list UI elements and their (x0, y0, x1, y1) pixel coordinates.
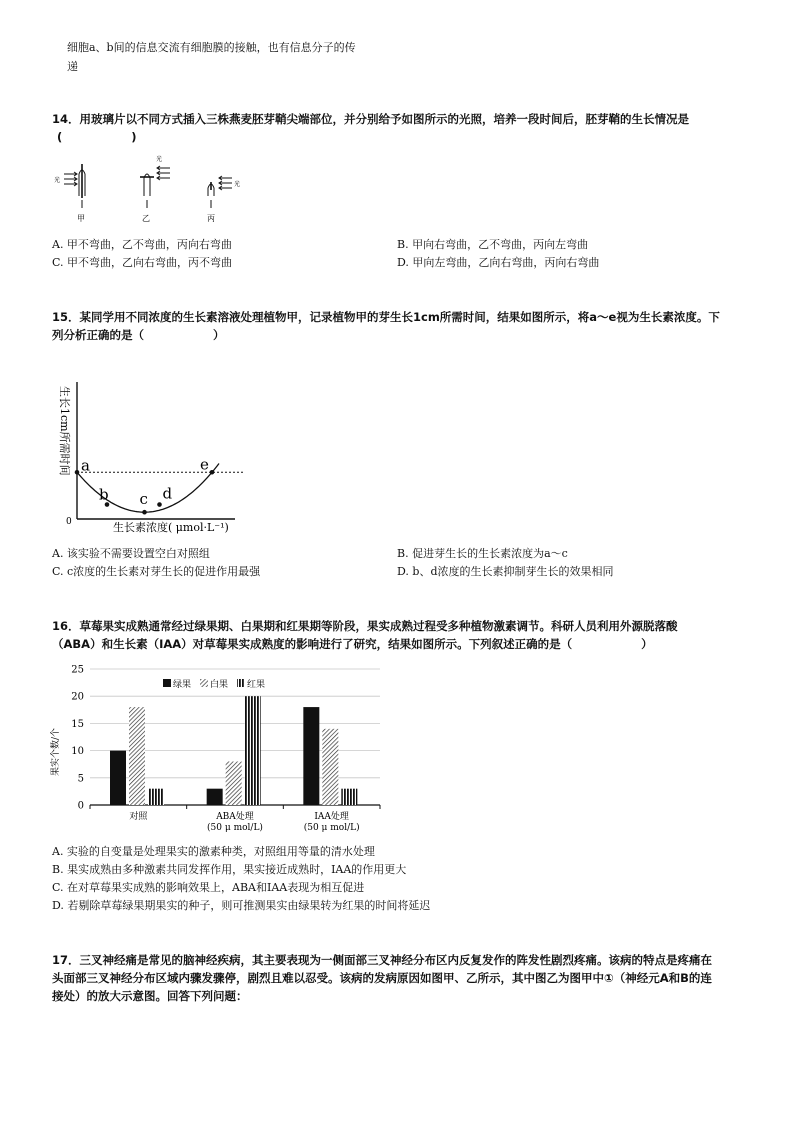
q16-x-label: (50 μ mol/L) (303, 823, 360, 833)
q15-option-a[interactable]: A. 该实验不需要设置空白对照组 (52, 547, 210, 560)
q16-bar-白果-2 (322, 729, 338, 805)
q14-option-c[interactable]: C. 甲不弯曲，乙向右弯曲，丙不弯曲 (52, 256, 233, 269)
q17-line2: 头面部三叉神经分布区域内骤发骤停，剧烈且难以忍受。该病的发病原因如图甲、乙所示，其中图乙为图甲中①（神经元A和B的连 (52, 971, 712, 985)
q15-point-label-d: d (162, 484, 173, 503)
q16-y-tick: 15 (71, 718, 84, 730)
q16-bar-白果-1 (226, 761, 242, 805)
q16-x-label: (50 μ mol/L) (207, 823, 263, 833)
q15-point-e (210, 470, 215, 475)
q16-legend-label-2: 红果 (247, 680, 266, 690)
q15-option-d[interactable]: D. b、d浓度的生长素抑制芽生长的效果相同 (397, 565, 614, 578)
light-label-yi: 光 (156, 156, 163, 163)
q16-y-tick: 10 (71, 746, 84, 758)
continued-text-line1: 细胞a、b间的信息交流有细胞膜的接触，也有信息分子的传 (67, 41, 356, 54)
q15-stem-line1: 15．某同学用不同浓度的生长素溶液处理植物甲，记录植物甲的芽生长1cm所需时间，结果如图所示，将a～e视为生长素浓度。下 (52, 310, 720, 324)
q16-option-c[interactable]: C. 在对草莓果实成熟的影响效果上，ABA和IAA表现为相互促进 (52, 881, 365, 894)
coleoptile-yi (140, 166, 170, 208)
q16-bar-白果-0 (129, 707, 145, 805)
q16-bar-绿果-0 (110, 751, 126, 805)
q15-origin-label: 0 (66, 517, 72, 527)
light-label-bing: 光 (234, 181, 241, 188)
continued-text-line2: 递 (67, 60, 78, 73)
q17-line1: 17．三叉神经痛是常见的脑神经疾病，其主要表现为一侧面部三叉神经分布区内反复发作的阵发性剧烈疼痛。该病的特点是疼痛在 (52, 953, 712, 967)
q14-coleoptile-figure (50, 150, 250, 228)
q14-option-d[interactable]: D. 甲向左弯曲，乙向右弯曲，丙向右弯曲 (397, 256, 600, 269)
q15-point-label-b: b (99, 485, 109, 504)
q16-option-a[interactable]: A. 实验的自变量是处理果实的激素种类，对照组用等量的清水处理 (52, 845, 375, 858)
q16-legend-swatch-0 (163, 679, 171, 687)
q16-chart (50, 660, 390, 838)
coleoptile-jia (64, 164, 85, 208)
q16-y-axis-label: 果实个数/个 (51, 727, 61, 777)
q16-option-b[interactable]: B. 果实成熟由多种激素共同发挥作用，果实接近成熟时，IAA的作用更大 (52, 863, 407, 876)
q16-stem-line2: （ABA）和生长素（IAA）对草莓果实成熟度的影响进行了研究，结果如图所示。下列叙述正确的是（ ） (52, 637, 653, 651)
q16-x-label: IAA处理 (314, 812, 349, 822)
q15-y-axis-label: 生长1cm所需时间 (58, 386, 71, 476)
q16-bar-红果-1 (245, 696, 261, 805)
q16-legend-swatch-1 (200, 679, 208, 687)
q16-legend-label-1: 白果 (210, 680, 229, 690)
q17-line3: 接处）的放大示意图。回答下列问题： (52, 989, 248, 1003)
q14-stem: 14．用玻璃片以不同方式插入三株燕麦胚芽鞘尖端部位，并分别给予如图所示的光照，培养一段时间后，胚芽鞘的生长情况是 (52, 112, 689, 126)
q16-legend-swatch-2 (237, 679, 245, 687)
q15-stem-line2: 列分析正确的是（ ） (52, 328, 225, 342)
q16-x-label: ABA处理 (216, 812, 254, 822)
q16-bar-红果-2 (341, 789, 357, 805)
q16-stem-line1: 16．草莓果实成熟通常经过绿果期、白果期和红果期等阶段，果实成熟过程受多种植物激素调节。科研人员利用外源脱落酸 (52, 619, 678, 633)
q15-point-c (142, 510, 147, 515)
q16-bar-绿果-2 (303, 707, 319, 805)
light-label-jia: 光 (54, 177, 61, 184)
q15-point-label-c: c (139, 490, 148, 509)
q16-option-d[interactable]: D. 若剔除草莓绿果期果实的种子，则可推测果实由绿果转为红果的时间将延迟 (52, 899, 431, 912)
q15-x-axis-label: 生长素浓度( μmol·L⁻¹) (113, 521, 229, 534)
label-yi: 乙 (142, 214, 150, 223)
q16-y-tick: 5 (77, 773, 84, 785)
q16-y-tick: 20 (71, 691, 84, 703)
q16-y-tick: 0 (77, 800, 84, 812)
q16-bar-红果-0 (148, 789, 164, 805)
q15-option-b[interactable]: B. 促进芽生长的生长素浓度为a～c (397, 547, 568, 560)
q14-answer-paren: ( ) (57, 130, 137, 144)
q16-bar-绿果-1 (207, 789, 223, 805)
q16-x-label: 对照 (129, 812, 148, 822)
q15-point-a (75, 470, 80, 475)
label-jia: 甲 (77, 214, 85, 223)
q14-option-b[interactable]: B. 甲向右弯曲，乙不弯曲，丙向左弯曲 (397, 238, 589, 251)
q15-point-label-a: a (81, 456, 90, 475)
q14-option-a[interactable]: A. 甲不弯曲，乙不弯曲，丙向右弯曲 (52, 238, 232, 251)
label-bing: 丙 (207, 214, 215, 223)
q16-legend-label-0: 绿果 (173, 680, 192, 690)
q16-y-tick: 25 (71, 664, 84, 676)
q15-option-c[interactable]: C. c浓度的生长素对芽生长的促进作用最强 (52, 565, 261, 578)
q15-point-label-e: e (200, 455, 209, 474)
q15-chart (50, 378, 250, 538)
coleoptile-bing (208, 176, 232, 208)
q15-point-d (157, 502, 162, 507)
